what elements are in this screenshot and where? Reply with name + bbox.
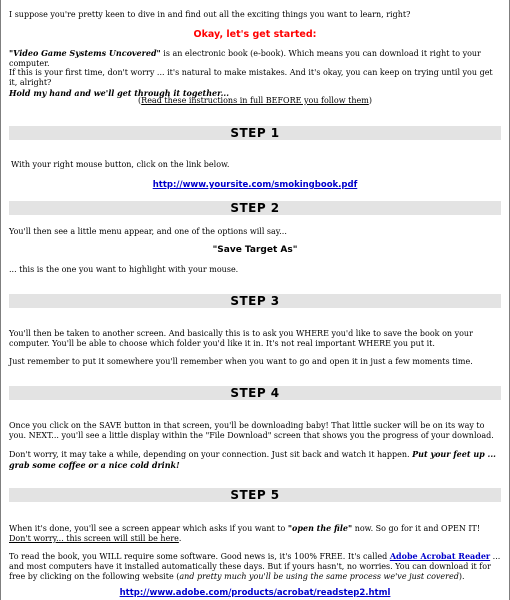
step-1-header: STEP 1: [9, 126, 501, 140]
step-5-text-b: now. So go for it and OPEN IT!: [352, 524, 481, 533]
intro-question: I suppose you're pretty keen to dive in and find out all the exciting things you want to learn, right?: [9, 10, 411, 19]
first-time-note: [9, 68, 501, 99]
read-text-b: ... and most computers have it installed automatically these days. But if yours hasn't, no worries. You can download it for free by clicking on the following website (: [9, 552, 501, 581]
step-2-header: STEP 2: [9, 201, 501, 215]
step-4-wait: [9, 449, 501, 471]
step-1-url-link[interactable]: http://www.yoursite.com/smokingbook.pdf: [152, 180, 358, 190]
read-full-link[interactable]: Read these instructions in full BEFORE you follow them: [141, 96, 369, 105]
acrobat-link[interactable]: Adobe Acrobat Reader: [389, 551, 491, 561]
page-headline: Okay, let's get started:: [193, 29, 317, 40]
wait-text: Don't worry, it may take a while, depending on your connection. Just sit back and watch it happen.: [9, 450, 413, 459]
dont-worry-link[interactable]: Don't worry... this screen will still be here: [9, 534, 179, 543]
read-book-note: [9, 551, 501, 582]
step-4-text: Once you click on the SAVE button in that screen, you'll be downloading baby! That little sucker will be on its way to you. NEXT... you'll see a little display within the "File Download" screen that shows you the progress of your download.: [9, 421, 494, 440]
step-2-after: ... this is the one you want to highlight with your mouse.: [9, 265, 239, 274]
paren-close: ): [368, 96, 372, 105]
step-1-text: With your right mouse button, click on the link below.: [11, 160, 230, 169]
book-desc: is an electronic book (e-book). Which means you can download it right to your computer.: [9, 49, 481, 68]
save-target-option: "Save Target As": [212, 245, 298, 255]
read-text-italic: and pretty much you'll be using the same process we've just covered: [179, 572, 459, 581]
step-3-remember: Just remember to put it somewhere you'll remember when you want to go and open it in just a few moments time.: [9, 357, 473, 366]
step-5-text: [9, 523, 501, 544]
read-text-c: ).: [458, 572, 465, 581]
step-3-header: STEP 3: [9, 294, 501, 308]
open-file-text: "open the file": [287, 523, 353, 533]
step-4-header: STEP 4: [9, 386, 501, 400]
coffee-text: Put your feet up ... grab some coffee or a nice cold drink!: [9, 449, 496, 470]
step-5-text-c: .: [178, 534, 182, 543]
step-2-text: You'll then see a little menu appear, and one of the options will say...: [9, 227, 287, 236]
paren-open: (: [138, 96, 142, 105]
book-title: "Video Game Systems Uncovered": [9, 48, 161, 58]
read-full-note: [9, 96, 501, 106]
adobe-url-link[interactable]: http://www.adobe.com/products/acrobat/readstep2.html: [119, 588, 391, 598]
read-text-a: To read the book, you WILL require some software. Good news is, it's 100% FREE. It's called: [9, 552, 390, 561]
book-intro: [9, 48, 501, 69]
step-3-text: You'll then be taken to another screen. And basically this is to ask you WHERE you'd like to save the book on your computer. You'll be able to choose which folder you'd like it in. It's not real important WHERE you put it.: [9, 329, 473, 348]
first-time-text: If this is your first time, don't worry ... it's natural to make mistakes. And it's okay, you can keep on trying until you get it, alright?: [9, 68, 493, 87]
step-5-text-a: When it's done, you'll see a screen appear which asks if you want to: [9, 524, 288, 533]
hold-hand-text: Hold my hand and we'll get through it together...: [9, 88, 229, 98]
step-5-header: STEP 5: [9, 488, 501, 502]
